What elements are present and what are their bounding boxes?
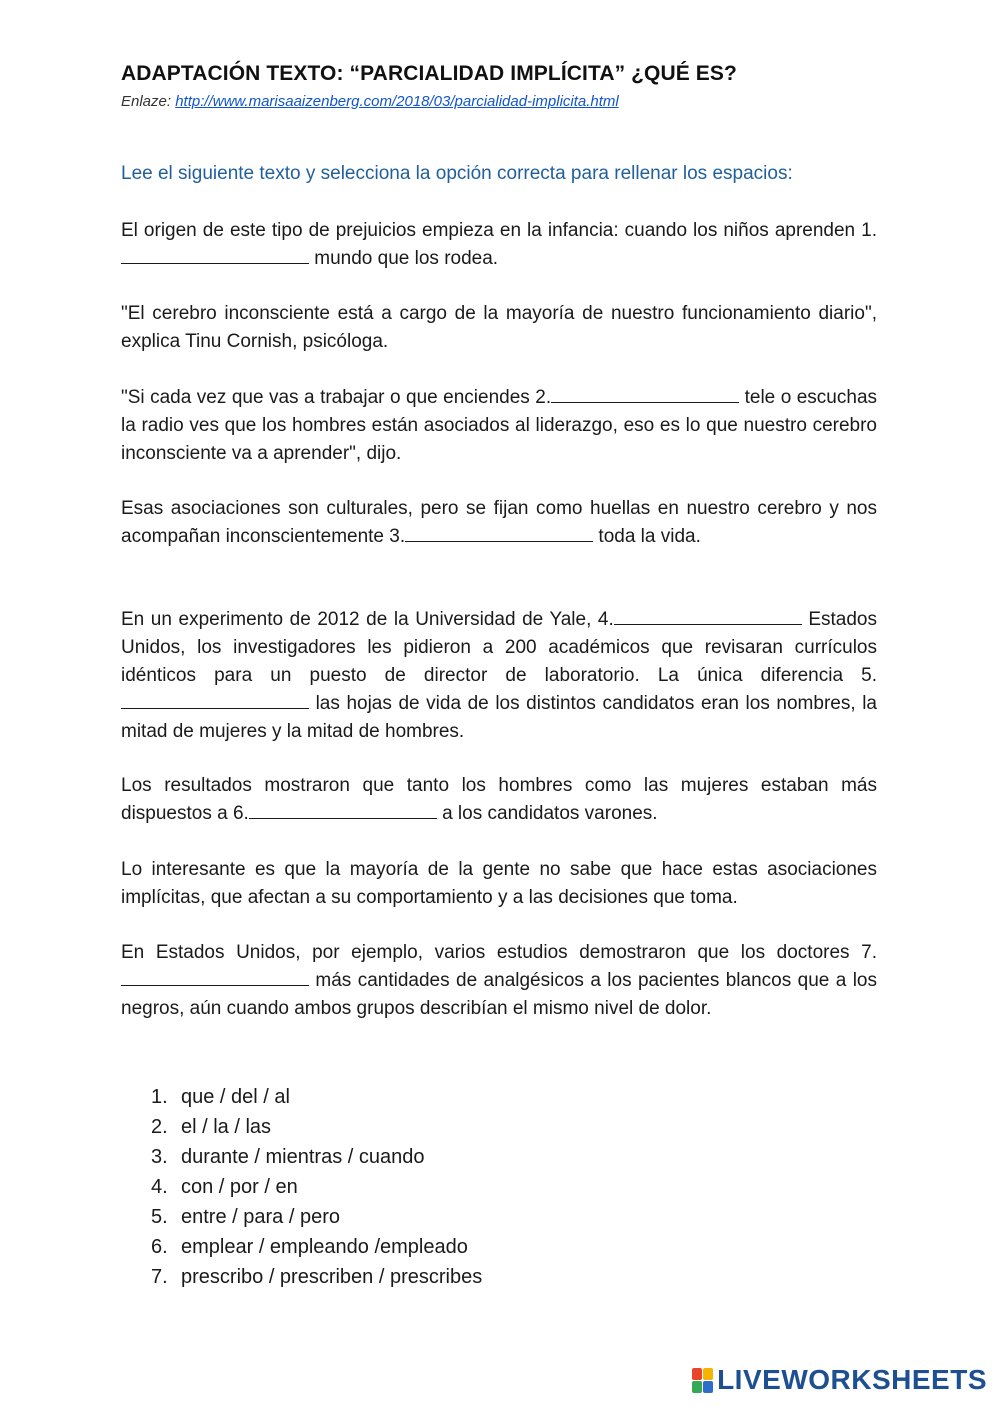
liveworksheets-brand	[692, 1364, 987, 1396]
paragraph-5-middle: Estados Unidos, los investigadores les pidieron a 200 académicos que revisaran currículos idénticos para un puesto de director de laboratorio. La única diferencia 5.	[121, 609, 877, 686]
blank-2[interactable]	[551, 387, 739, 403]
paragraph-8-before: En Estados Unidos, por ejemplo, varios estudios demostraron que los doctores 7.	[121, 942, 877, 963]
blank-4[interactable]	[614, 609, 802, 625]
paragraph-6-before: Los resultados mostraron que tanto los hombres como las mujeres estaban más dispuestos a 6.	[121, 775, 877, 824]
option-number: 4.	[151, 1176, 168, 1198]
logo-tile-blue	[703, 1381, 713, 1393]
paragraph-1-before: El origen de este tipo de prejuicios empieza en la infancia: cuando los niños aprenden 1.	[121, 220, 877, 241]
option-text: prescribo / prescriben / prescribes	[181, 1266, 483, 1288]
source-link-line	[121, 93, 619, 110]
instruction-text: Lee el siguiente texto y selecciona la opción correcta para rellenar los espacios:	[121, 163, 793, 184]
logo-tile-red	[692, 1368, 702, 1380]
option-number: 3.	[151, 1146, 168, 1168]
option-item	[121, 1172, 482, 1202]
blank-6[interactable]	[249, 803, 437, 819]
paragraph-5-after: las hojas de vida de los distintos candidatos eran los nombres, la mitad de mujeres y la mitad de hombres.	[121, 693, 877, 742]
paragraph-4-after: toda la vida.	[593, 526, 701, 547]
paragraph-4	[121, 495, 877, 551]
option-item	[121, 1082, 482, 1112]
blank-1[interactable]	[121, 248, 309, 264]
paragraph-6	[121, 772, 877, 828]
paragraph-4-before: Esas asociaciones son culturales, pero se fijan como huellas en nuestro cerebro y nos acompañan inconscientemente 3.	[121, 498, 877, 547]
paragraph-7: Lo interesante es que la mayoría de la gente no sabe que hace estas asociaciones implícitas, que afectan a su comportamiento y a las decisiones que toma.	[121, 859, 877, 908]
option-number: 5.	[151, 1206, 168, 1228]
paragraph-6-after: a los candidatos varones.	[436, 803, 658, 824]
option-number: 1.	[151, 1086, 168, 1108]
option-item	[121, 1202, 482, 1232]
liveworksheets-wordmark: LIVEWORKSHEETS	[717, 1364, 987, 1395]
paragraph-3-after: tele o escuchas la radio ves que los hombres están asociados al liderazgo, eso es lo que nuestro cerebro inconsciente va a aprender", dijo.	[121, 387, 878, 464]
option-text: que / del / al	[181, 1086, 290, 1108]
paragraph-3-before: "Si cada vez que vas a trabajar o que enciendes 2.	[121, 387, 552, 408]
blank-3[interactable]	[405, 526, 593, 542]
options-list	[121, 1082, 482, 1292]
page-title: ADAPTACIÓN TEXTO: “PARCIALIDAD IMPLÍCITA” ¿QUÉ ES?	[121, 62, 737, 85]
paragraph-5	[121, 606, 877, 746]
paragraph-8-after: más cantidades de analgésicos a los pacientes blancos que a los negros, aún cuando ambos grupos describían el mismo nivel de dolor.	[121, 970, 877, 1019]
logo-tile-yellow	[703, 1368, 713, 1380]
option-text: con / por / en	[181, 1176, 298, 1198]
option-item	[121, 1112, 482, 1142]
paragraph-1	[121, 217, 877, 273]
paragraph-2: "El cerebro inconsciente está a cargo de la mayoría de nuestro funcionamiento diario", explica Tinu Cornish, psicóloga.	[121, 303, 877, 352]
logo-tile-green	[692, 1381, 702, 1393]
option-number: 6.	[151, 1236, 168, 1258]
option-text: emplear / empleando /empleado	[181, 1236, 468, 1258]
blank-5[interactable]	[121, 693, 309, 709]
blank-7[interactable]	[121, 970, 309, 986]
paragraph-5-before: En un experimento de 2012 de la Universidad de Yale, 4.	[121, 609, 614, 630]
source-link[interactable]: http://www.marisaaizenberg.com/2018/03/parcialidad-implicita.html	[175, 93, 619, 110]
paragraph-3	[121, 384, 877, 468]
option-text: el / la / las	[181, 1116, 272, 1138]
option-number: 7.	[151, 1266, 168, 1288]
paragraph-8	[121, 939, 877, 1023]
option-item	[121, 1232, 482, 1262]
source-link-label: Enlaze:	[121, 93, 172, 110]
paragraph-1-after: mundo que los rodea.	[309, 248, 499, 269]
option-item	[121, 1262, 482, 1292]
option-number: 2.	[151, 1116, 168, 1138]
option-text: durante / mientras / cuando	[181, 1146, 425, 1168]
option-text: entre / para / pero	[181, 1206, 340, 1228]
liveworksheets-logo-icon	[692, 1368, 713, 1393]
option-item	[121, 1142, 482, 1172]
